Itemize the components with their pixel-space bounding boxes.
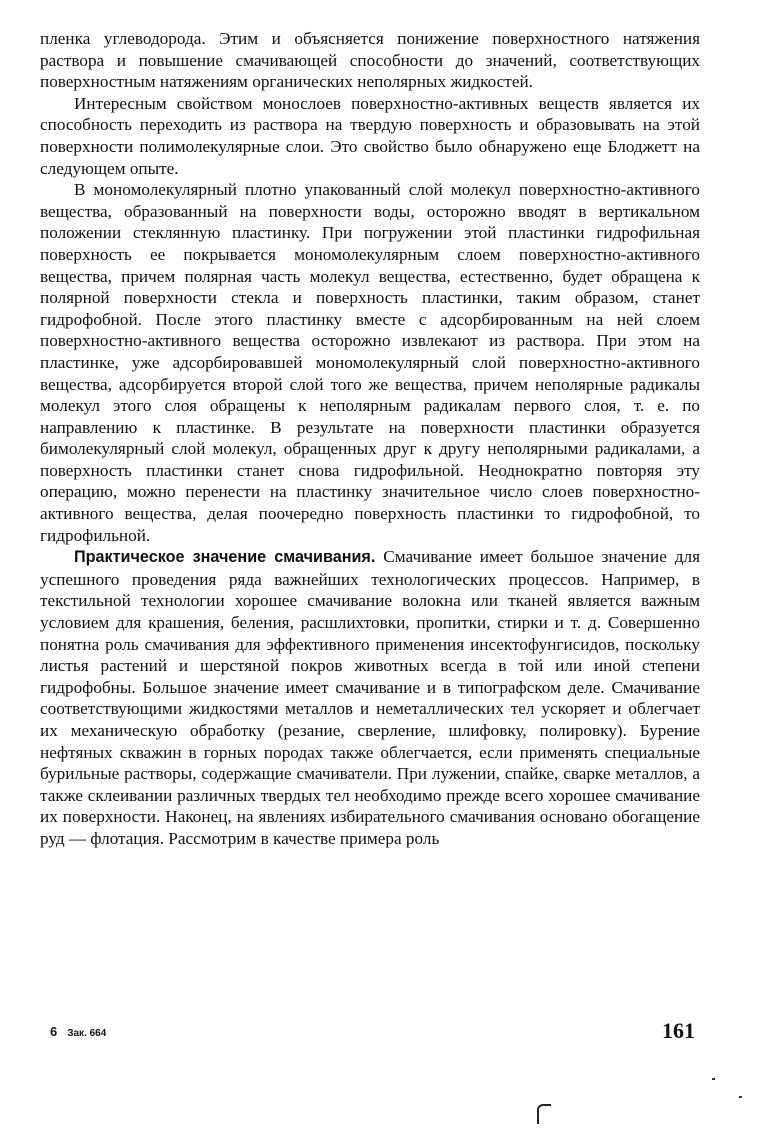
paragraph-3 — [40, 179, 700, 546]
signature-number: 6 — [50, 1024, 58, 1039]
paragraph-3-text: В мономолекулярный плотно упакованный слой молекул поверхностно-активного вещества, образованный на поверхности воды, осторожно вводят в вертикальном положении стеклянную пластинку. При погружении этой пластинки гидрофильная поверхность ее покрывается мономолекулярным слоем поверхностно-активного вещества, причем полярная часть молекул вещества, естественно, будет обращена к полярной поверхности стекла и поверхность пластинки, таким образом, станет гидрофобной. После этого пластинку вместе с адсорбированным на ней слоем поверхностно-активного вещества осторожно извлекают из раствора. При этом на пластинке, уже адсорбировавшей мономолекулярный слой поверхностно-активного вещества, адсорбируется второй слой того же вещества, причем неполярные радикалы молекул этого слоя обращены к неполярным радикалам первого слоя, т. е. по направлению к пластинке. В результате на поверхности пластинки образуется бимолекулярный слой молекул, обращенных друг к другу неполярными радикалами, а поверхность пластинки станет снова гидрофильной. Неоднократно повторяя эту операцию, можно перенести на пластинку значительное число слоев поверхностно-активного вещества, делая поочередно поверхность пластинки то гидрофобной, то гидрофильной. — [40, 180, 700, 545]
page-footer — [50, 1018, 695, 1046]
section-heading: Практическое значение смачивания. — [74, 548, 376, 567]
paragraph-4 — [40, 546, 700, 849]
page-body — [40, 28, 700, 850]
paragraph-1-text: пленка углеводорода. Этим и объясняется понижение поверхностного натяжения раствора и повышение смачивающей способности до значений, соответствующих поверхностным натяжениям органических неполярных жидкостей. — [40, 29, 700, 92]
signature-mark — [50, 1024, 106, 1039]
speck-mark-icon — [712, 1078, 715, 1080]
paragraph-4-text: Смачивание имеет большое значение для успешного проведения ряда важнейших технологических процессов. Например, в текстильной технологии хорошее смачивание волокна или тканей является важным условием для крашения, беления, расшлихтовки, пропитки, стирки и т. д. Совершенно понятна роль смачивания для эффективного применения инсектофунгисидов, поскольку листья растений и шерстяной покров животных всегда в той или иной степени гидрофобны. Большое значение имеет смачивание и в типографском деле. Смачивание соответствующими жидкостями металлов и неметаллических тел ускоряет и облегчает их механическую обработку (резание, сверление, шлифовку, полировку). Бурение нефтяных скважин в горных породах также облегчается, если применять специальные бурильные растворы, содержащие смачиватели. При лужении, спайке, сварке металлов, а также склеивании различных твердых тел необходимо прежде всего хорошее смачивание их поверхности. Наконец, на явлениях избирательного смачивания основано обогащение руд — флотация. Рассмотрим в качестве примера роль — [40, 547, 700, 848]
speck-mark-icon — [739, 1096, 742, 1098]
page-number: 161 — [662, 1018, 695, 1043]
paragraph-2 — [40, 93, 700, 179]
paragraph-1 — [40, 28, 700, 93]
corner-mark-icon — [537, 1104, 551, 1124]
paragraph-2-text: Интересным свойством монослоев поверхностно-активных веществ является их способность переходить из раствора на твердую поверхность и образовывать на этой поверхности полимолекулярные слои. Это свойство было обнаружено еще Блоджетт на следующем опыте. — [40, 93, 700, 178]
order-label: Зак. 664 — [67, 1028, 107, 1039]
